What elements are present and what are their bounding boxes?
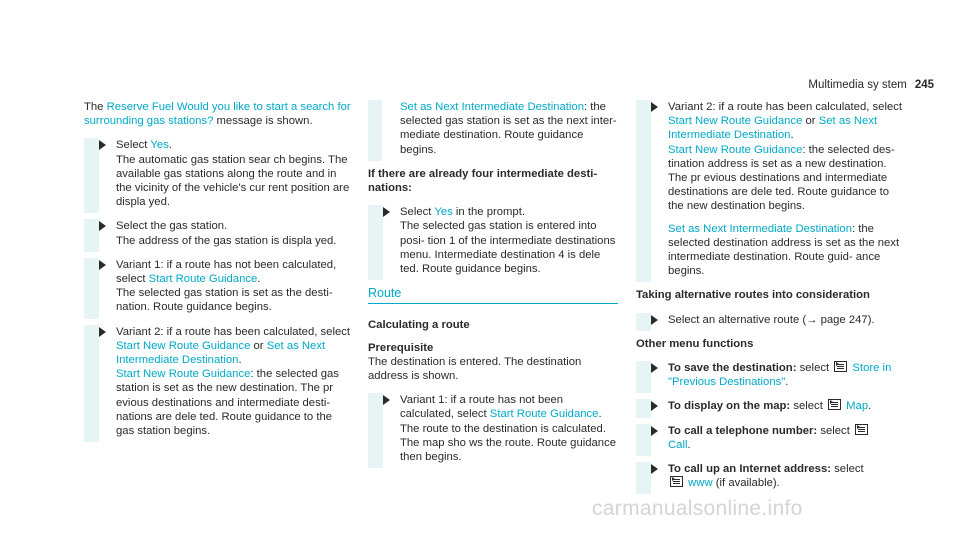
step-text: Select the gas station. [116,220,228,233]
start-new-route-guidance-option[interactable]: Start New Route Guidance [668,115,803,128]
start-route-guidance-option[interactable]: Start Route Guidance [148,273,258,286]
step-variant-1-route: Variant 1: if a route has not been calculated, select Start Route Guidance. The route to the destination is calculated. The map sho ws the route. Route guidance then begins. [368,393,618,464]
step-bar [368,205,382,280]
set-next-intermediate-label: Set as Next Intermediate Destination [668,222,852,235]
menu-icon [670,476,683,487]
step-description: The selected gas station is entered into posi‐ tion 1 of the intermediate destinations menu. Intermediate destination 4 is dele ted. Route guidance begins. [400,220,616,276]
step-select-yes: Select Yes. The automatic gas station sear ch begins. The available gas stations along the route and in the vicinity of the vehicle's cur rent position are displa yed. [84,138,352,209]
section-name: Multimedia sy stem [808,79,907,91]
alternative-routes-heading: Taking alternative routes into consideration [636,289,870,302]
store-previous-destinations-option[interactable]: Store in "Previous Destinations" [668,362,892,389]
step-bar [636,313,650,331]
arrow-bullet-icon [383,395,390,405]
step-select-station [84,219,352,247]
www-option[interactable]: www [688,477,713,490]
calculating-route-heading: Calculating a route [368,319,470,332]
step-bar [84,325,98,443]
section-title-route: Route [368,286,618,304]
arrow-bullet-icon [99,140,106,150]
arrow-bullet-icon [651,464,658,474]
arrow-bullet-icon [651,401,658,411]
arrow-bullet-icon [651,315,658,325]
step-bar [84,219,98,251]
arrow-bullet-icon [99,221,106,231]
menu-icon [855,424,868,435]
arrow-bullet-icon [99,260,106,270]
column-1 [84,100,352,448]
column-3 [636,100,906,500]
step-select-yes-prompt: Select Yes in the prompt. The selected gas station is entered into posi‐ tion 1 of the intermediate destinations menu. Intermediate destination 4 is dele ted. Route guidance begins. [368,205,618,276]
step-continuation: Set as Next Intermediate Destination: the selected gas station is set as the next inter‐ mediate destination. Route guidance begins. [368,100,618,157]
step-bar [636,100,650,282]
arrow-bullet-icon [99,327,106,337]
menu-icon [828,399,841,410]
step-internet-address: To call up an Internet address: select www (if available). [636,462,906,490]
step-description: The address of the gas station is displa yed. [116,234,337,247]
step-variant-2: Variant 2: if a route has been calculated, select Start New Route Guidance or Set as Next Intermediate Destination. Start New Route Guidance: the selected gas station is set as the new destination. The pr evious destinations and intermediate desti‐ nations are dele ted. Route guidance to the gas station begins. [84,325,352,439]
step-bar [636,462,650,494]
step-bar [368,100,382,161]
step-display-map: To display on the map: select Map. [636,399,906,413]
step-variant-2-route: Variant 2: if a route has been calculated, select Start New Route Guidance or Set as Next Intermediate Destination. Start New Route Guidance: the selected des‐ tination address is set as a new destination. The pr evious destinations and intermediate destinations are dele ted. Route guidance to the new destination begins. Set as Next Intermediate Destination: the selected destination address is set as the next intermediate destination. Route guid‐ ance begins. [636,100,906,278]
call-option[interactable]: Call [668,438,688,451]
start-new-route-guidance-label: Start New Route Guidance [668,143,803,156]
column-2 [368,100,618,474]
step-bar [636,361,650,393]
start-new-route-guidance-option[interactable]: Start New Route Guidance [116,339,251,352]
four-destinations-heading: If there are already four intermediate desti‐ nations: [368,167,598,195]
arrow-bullet-icon [383,207,390,217]
prerequisite-text: The destination is entered. The destination address is shown. [368,355,582,383]
menu-icon [834,361,847,372]
step-description: The selected gas station is set as the desti‐ nation. Route guidance begins. [116,287,333,314]
prerequisite-heading: Prerequisite [368,341,434,354]
watermark: carmanualsonline.info [592,497,803,520]
yes-option[interactable]: Yes [434,206,453,219]
arrow-bullet-icon [651,102,658,112]
step-description: The route to the destination is calculated. The map sho ws the route. Route guidance then begins. [400,422,617,464]
map-option[interactable]: Map [846,400,869,413]
set-next-intermediate-option[interactable]: Set as Next Intermediate Destination [116,339,326,367]
message-text: Reserve Fuel Would you like to start a search for surrounding gas stations? [84,101,351,128]
set-next-intermediate-label: Set as Next Intermediate Destination [400,101,584,113]
set-next-intermediate-option[interactable]: Set as Next Intermediate Destination [668,115,878,142]
start-route-guidance-option[interactable]: Start Route Guidance [489,408,599,421]
other-menu-functions-heading: Other menu functions [636,337,754,350]
yes-option[interactable]: Yes [150,139,169,152]
step-select-alternative [636,313,906,327]
step-bar [84,138,98,213]
arrow-bullet-icon [651,426,658,436]
start-new-route-guidance-label: Start New Route Guidance [116,368,251,381]
step-bar [84,258,98,319]
arrow-bullet-icon [651,363,658,373]
intro-paragraph: The Reserve Fuel Would you like to start a search for surrounding gas stations? message is shown. [84,101,351,128]
step-bar [636,424,650,456]
step-text: Select an alternative route (→ page 247). [668,313,875,326]
step-variant-1: Variant 1: if a route has not been calculated, select Start Route Guidance. The selected gas station is set as the desti‐ nation. Route guidance begins. [84,258,352,315]
step-bar [368,393,382,468]
step-bar [636,399,650,417]
step-description: The automatic gas station sear ch begins. The available gas stations along the route and in the vicinity of the vehicle's cur rent position are displa yed. [116,153,350,209]
running-header [808,78,934,92]
step-save-destination: To save the destination: select Store in "Previous Destinations". [636,361,906,389]
page-number: 245 [914,79,934,91]
step-call-phone: To call a telephone number: select Call. [636,424,906,452]
